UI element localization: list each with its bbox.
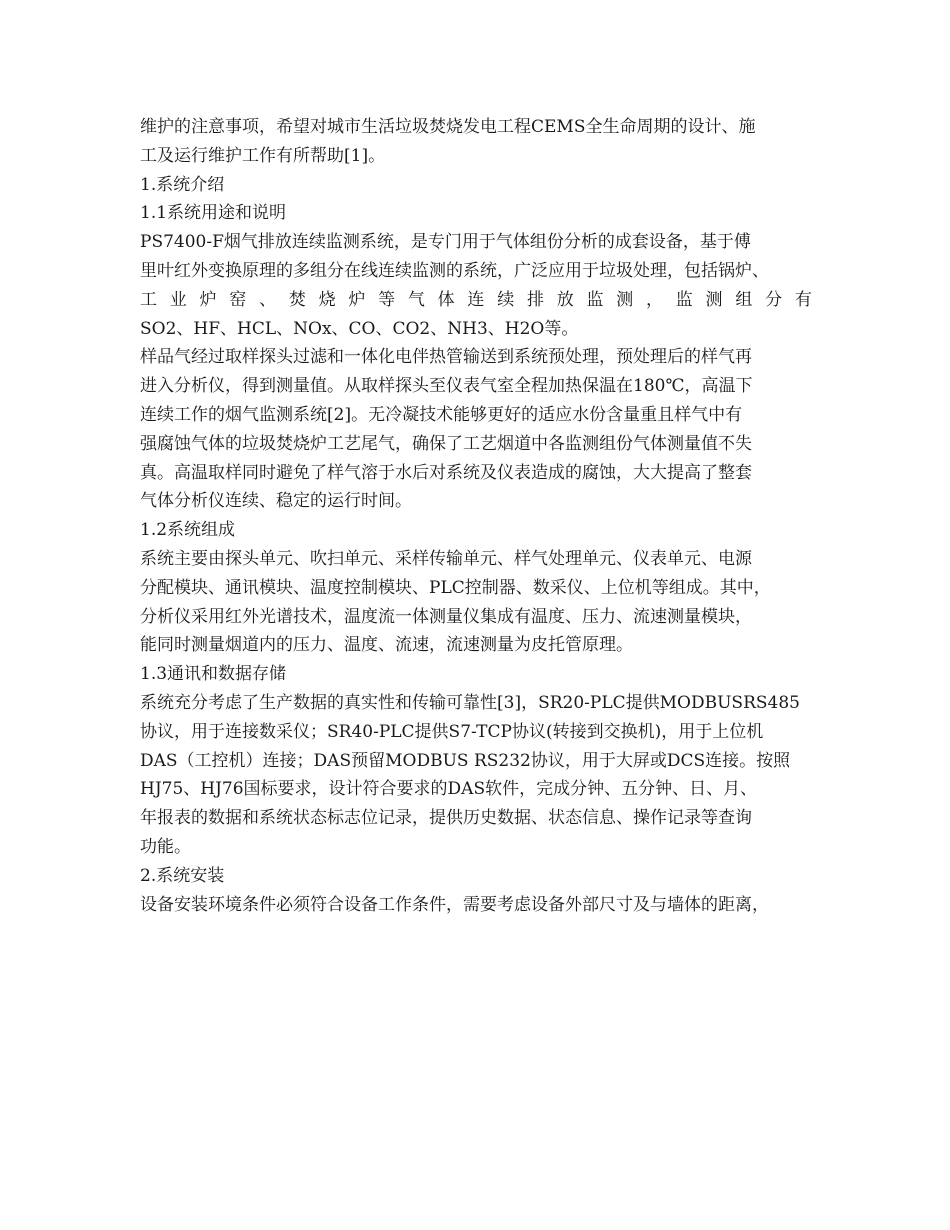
paragraph-line: 功能。 (140, 836, 191, 857)
subsection-heading: 1.1系统用途和说明 (140, 203, 287, 224)
paragraph-line: 气体分析仪连续、稳定的运行时间。 (140, 491, 412, 512)
justified-glyph: 、 (259, 289, 277, 310)
paragraph-line: 强腐蚀气体的垃圾焚烧炉工艺尾气，确保了工艺烟道中各监测组份气体测量值不失 (140, 433, 752, 454)
justified-glyph: 焚 (288, 289, 306, 310)
paragraph-line: 系统充分考虑了生产数据的真实性和传输可靠性[3]，SR20-PLC提供MODBUSRS485 (140, 692, 800, 713)
justified-glyph: 监 (675, 289, 693, 310)
paragraph-line: HJ75、HJ76国标要求，设计符合要求的DAS软件，完成分钟、五分钟、日、月、 (140, 779, 758, 800)
justified-glyph: 等 (378, 289, 396, 310)
paragraph-line: 维护的注意事项，希望对城市生活垃圾焚烧发电工程CEMS全生命周期的设计、施 (140, 117, 756, 137)
section-heading: 2.系统安装 (140, 865, 225, 886)
paragraph-line: 分配模块、通讯模块、温度控制模块、PLC控制器、数采仪、上位机等组成。其中， (140, 577, 771, 598)
justified-glyph: 有 (794, 289, 812, 310)
justified-glyph: 分 (765, 289, 783, 310)
justified-glyph: 监 (586, 289, 604, 310)
paragraph-line: 协议，用于连接数采仪；SR40-PLC提供S7-TCP协议(转接到交换机)，用于上位机 (140, 721, 764, 742)
paragraph-line: 能同时测量烟道内的压力、温度、流速，流速测量为皮托管原理。 (140, 635, 633, 656)
justified-glyph: 炉 (348, 289, 366, 310)
subsection-heading: 1.2系统组成 (140, 520, 236, 541)
paragraph-line: 连续工作的烟气监测系统[2]。无冷凝技术能够更好的适应水份含量重且样气中有 (140, 404, 743, 425)
justified-glyph: 工 (140, 289, 157, 310)
justified-glyph: 续 (497, 289, 515, 310)
justified-glyph: 放 (556, 289, 574, 310)
justified-glyph: 烧 (318, 289, 336, 310)
justified-glyph: 业 (169, 289, 187, 310)
paragraph-line: PS7400-F烟气排放连续监测系统，是专门用于气体组份分析的成套设备，基于傅 (140, 232, 751, 253)
paragraph-line: 真。高温取样同时避免了样气溶于水后对系统及仪表造成的腐蚀，大大提高了整套 (140, 462, 752, 483)
justified-glyph: 组 (735, 289, 753, 310)
justified-glyph: 气 (407, 289, 425, 310)
justified-glyph: 排 (526, 289, 544, 310)
paragraph-line: SO2、HF、HCL、NOx、CO、CO2、NH3、H2O等。 (140, 318, 579, 339)
justified-glyph: 炉 (199, 289, 217, 310)
justified-glyph: ， (646, 289, 664, 310)
justified-glyph: 测 (616, 289, 634, 310)
paragraph-line: 进入分析仪，得到测量值。从取样探头至仪表气室全程加热保温在180℃，高温下 (140, 376, 753, 397)
paragraph-line: 设备安装环境条件必须符合设备工作条件，需要考虑设备外部尺寸及与墙体的距离， (140, 894, 769, 915)
justified-glyph: 连 (467, 289, 485, 310)
justified-glyph: 体 (437, 289, 455, 310)
paragraph-line: 分析仪采用红外光谱技术，温度流一体测量仪集成有温度、压力、流速测量模块， (140, 606, 752, 627)
paragraph-line: 工及运行维护工作有所帮助[1]。 (140, 145, 386, 166)
justified-glyph: 窑 (229, 289, 247, 310)
justified-glyph: 测 (705, 289, 723, 310)
section-heading: 1.系统介绍 (140, 174, 225, 195)
subsection-heading: 1.3通讯和数据存储 (140, 664, 287, 685)
paragraph-line: 系统主要由探头单元、吹扫单元、采样传输单元、样气处理单元、仪表单元、电源 (140, 548, 752, 569)
paragraph-line: 里叶红外变换原理的多组分在线连续监测的系统，广泛应用于垃圾处理，包括锅炉、 (140, 260, 769, 281)
paragraph-line-justified (140, 286, 812, 315)
paragraph-line: DAS（工控机）连接；DAS预留MODBUS RS232协议，用于大屏或DCS连接。按照 (140, 750, 791, 771)
document-body (140, 113, 812, 919)
paragraph-line: 年报表的数据和系统状态标志位记录，提供历史数据、状态信息、操作记录等查询 (140, 808, 752, 829)
paragraph-line: 样品气经过取样探头过滤和一体化电伴热管输送到系统预处理，预处理后的样气再 (140, 347, 752, 368)
